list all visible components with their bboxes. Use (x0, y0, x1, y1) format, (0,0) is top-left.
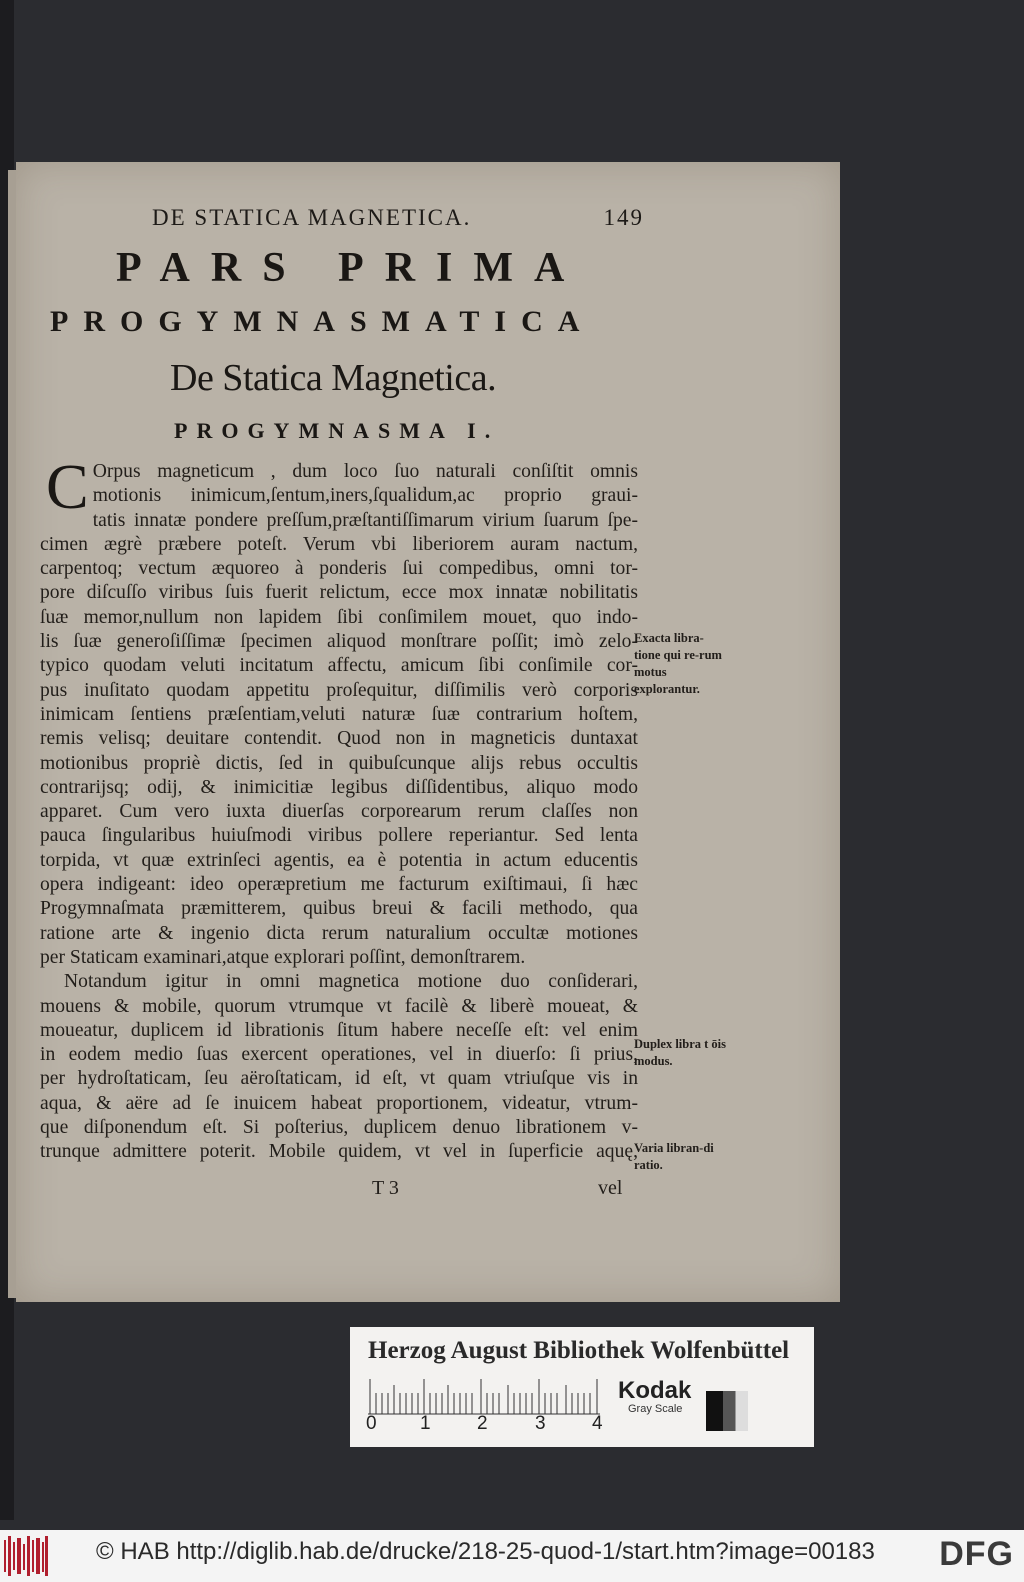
text-line: pus inuſitato quodam appetitu proſequitur, diſſimilis verò corporis (40, 679, 638, 701)
text-line: per hydroſtaticam, ſeu aëroſtaticam, id eſt, vt quam vtriuſque vis in (40, 1068, 638, 1090)
text-line: opera indigeant: ideo operæpretium me facturum exiſtimaui, ſi hæc (40, 874, 638, 896)
ruler-number: 4 (592, 1413, 603, 1434)
footer-bar (0, 1530, 1024, 1582)
text-line: in eodem medio ſuas exercent operationes, vel in diuerſo: ſi prius, (40, 1044, 638, 1066)
ruler-number: 3 (535, 1413, 546, 1434)
gray-scale-swatch (706, 1391, 748, 1431)
text-line: inimicam ſentiens præſentiam,veluti naturæ ſuæ contrarium hoſtem, (40, 703, 638, 725)
ruler-scale (368, 1379, 600, 1415)
body-text (40, 451, 638, 1165)
gray-scale-label: Gray Scale (628, 1403, 683, 1415)
title-pars-prima: PARS PRIMA (116, 245, 586, 291)
text-line: torpida, vt quæ extrinſeci agentis, ea è potentia in actum educentis (40, 849, 638, 871)
text-line: moueatur, duplicem id librationis ſitum habere neceſſe eſt: vel enim (40, 1019, 638, 1041)
text-line: carpentoq; vectum æquoreo à ponderis ſui compedibus, omni tor- (40, 558, 638, 580)
running-head-title: DE STATICA MAGNETICA. (152, 205, 472, 230)
barcode-icon (4, 1536, 48, 1576)
title-progymnasmatica: PROGYMNASMATICA (50, 305, 595, 338)
text-line: aqua, & aëre ad ſe inuicem habeat proportionem, videatur, vtrum- (40, 1092, 638, 1114)
text-line: mouens & mobile, quorum vtrumque vt facilè & liberè moueat, & (40, 995, 638, 1017)
text-line: Notandum igitur in omni magnetica motione duo conſiderari, (64, 971, 638, 993)
text-line: contrarijsq; odij, & inimicitiæ legibus diſſidentibus, aliquo modo (40, 776, 638, 798)
dfg-logo: DFG (939, 1535, 1014, 1573)
marginal-note-duplex: Duplex libra t ōis modus. (634, 1037, 727, 1068)
text-line: ſuæ memor,nullum non lapidem ſibi conſimilem mouet, quo indo- (40, 606, 638, 628)
copyright-url[interactable]: © HAB http://diglib.hab.de/drucke/218-25-quod-1/start.htm?image=00183 (96, 1538, 875, 1565)
kodak-logo: Kodak (618, 1377, 692, 1404)
text-line: que diſponendum eſt. Si poſterius, duplicem denuo librationem v- (40, 1117, 638, 1139)
running-head (152, 205, 652, 231)
text-line: pauca ſingularibus huiuſmodi viribus pollere reperiantur. Sed lenta (40, 825, 638, 847)
text-line: per Staticam examinari,atque explorari poſſint, demonſtrarem. (40, 946, 526, 968)
text-line: apparet. Cum vero iuxta diuerſas corporearum rerum claſſes non (40, 801, 638, 823)
drop-cap: C (46, 451, 89, 522)
text-line: typico quodam veluti incitatum affectu, amicum ſibi conſimile cor- (40, 655, 638, 677)
library-name: Herzog August Bibliothek Wolfenbüttel (368, 1337, 790, 1364)
text-line: pore diſcuſſo viribus ſuis fuerit relictum, ecce mox innatæ nobilitatis (40, 582, 638, 604)
text-line: Orpus magneticum , dum loco ſuo naturali conſiſtit omnis (92, 461, 638, 482)
text-line: remis velisq; deuitare contendit. Quod non in magneticis duntaxat (40, 728, 638, 750)
text-line: tatis innatæ pondere preſſum,præſtantiſſimarum virium ſuarum ſpe- (92, 509, 638, 531)
signature-mark: T 3 (372, 1177, 399, 1199)
text-line: cimen ægrè præbere poteſt. Verum vbi liberiorem auram nactum, (40, 533, 638, 555)
text-line: motionis inimicum,ſentum,iners,ſqualidum,ac proprio graui- (92, 485, 638, 507)
text-line: ratione arte & ingenio dicta rerum naturalium occultæ motiones (40, 922, 638, 944)
ruler-number: 0 (366, 1413, 377, 1434)
ruler-number: 2 (477, 1413, 488, 1434)
color-calibration-card (350, 1327, 814, 1447)
title-de-statica: De Statica Magnetica. (170, 357, 497, 399)
text-line: motionibus propriè dictis, ſed in quibuſcunque alijs rebus occultis (40, 752, 638, 774)
marginal-note-exacta: Exacta libra-tione qui re-rum motus explorantur. (634, 631, 722, 696)
text-line: trunque admittere poterit. Mobile quidem, vt vel in ſuperficie aquę, (40, 1141, 638, 1163)
ruler-numbers (364, 1413, 614, 1437)
marginal-note-varia: Varia libran-di ratio. (634, 1141, 714, 1172)
title-progymnasma: PROGYMNASMA I. (174, 418, 500, 443)
text-line: lis ſuæ generoſiſſimæ ſpecimen aliquod monſtrare poſſit; imò zelo- (40, 631, 638, 653)
page-number: 149 (603, 205, 644, 230)
ruler-number: 1 (420, 1413, 431, 1434)
catchword: vel (598, 1177, 623, 1199)
text-line: Progymnaſmata præmitterem, quibus breui & facili methodo, qua (40, 898, 638, 920)
